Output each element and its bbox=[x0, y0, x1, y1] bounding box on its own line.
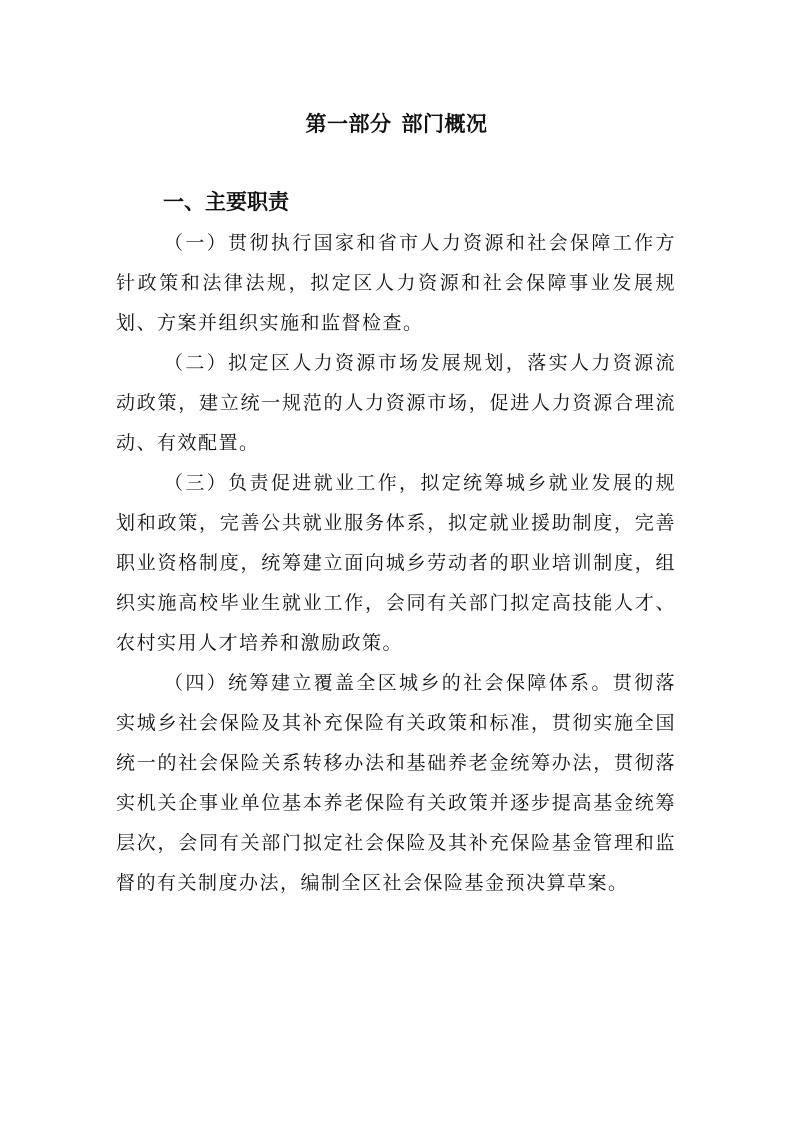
duty-paragraph-1: （一）贯彻执行国家和省市人力资源和社会保障工作方针政策和法律法规，拟定区人力资源和社会保障事业发展规划、方案并组织实施和监督检查。 bbox=[116, 232, 676, 334]
title-part-two: 部门概况 bbox=[401, 112, 488, 136]
duty-paragraph-2: （二）拟定区人力资源市场发展规划，落实人力资源流动政策，建立统一规范的人力资源市场，促进人力资源合理流动、有效配置。 bbox=[116, 352, 676, 454]
section-heading: 一、主要职责 bbox=[163, 190, 289, 214]
duties-body bbox=[116, 223, 676, 903]
page-title bbox=[0, 108, 793, 138]
duty-paragraph-4: （四）统筹建立覆盖全区城乡的社会保障体系。贯彻落实城乡社会保险及其补充保险有关政策和标准，贯彻实施全国统一的社会保险关系转移办法和基础养老金统筹办法，贯彻落实机关企事业单位基本养老保险有关政策并逐步提高基金统筹层次，会同有关部门拟定社会保险及其补充保险基金管理和监督的有关制度办法，编制全区社会保险基金预决算草案。 bbox=[116, 672, 676, 894]
duty-paragraph-3: （三）负责促进就业工作，拟定统筹城乡就业发展的规划和政策，完善公共就业服务体系，拟定就业援助制度，完善职业资格制度，统筹建立面向城乡劳动者的职业培训制度，组织实施高校毕业生就业工作，会同有关部门拟定高技能人才、农村实用人才培养和激励政策。 bbox=[116, 472, 676, 654]
title-part-one: 第一部分 bbox=[305, 112, 392, 136]
